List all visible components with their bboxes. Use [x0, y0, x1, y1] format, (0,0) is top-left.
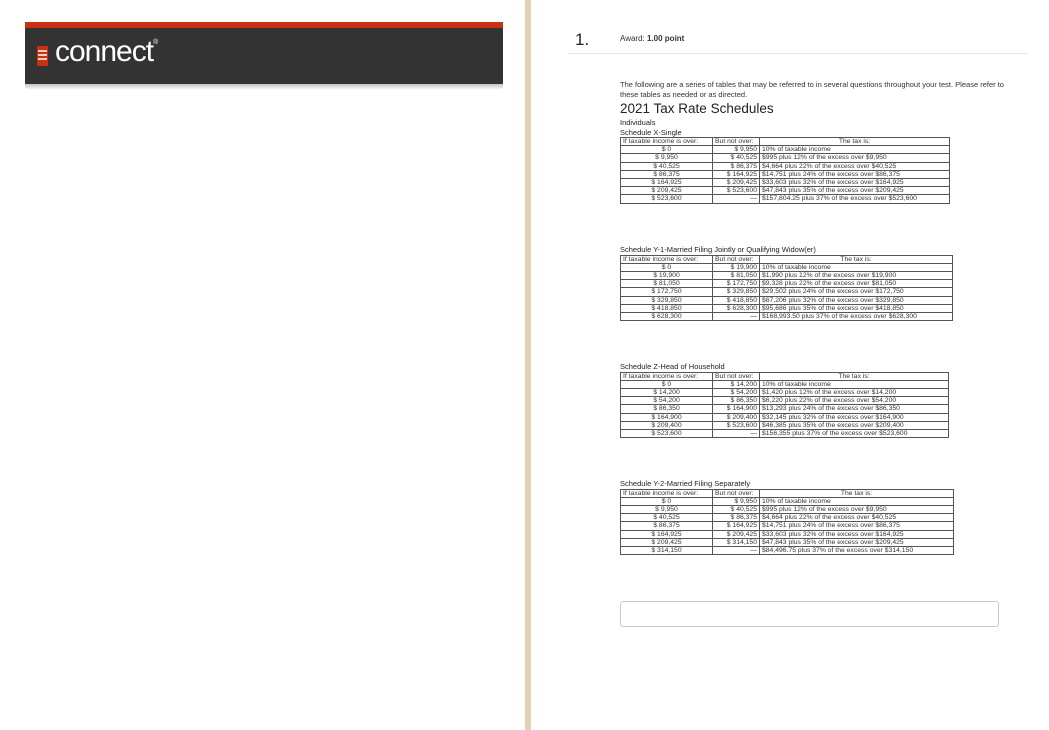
- cell-value: $ 418,850: [651, 304, 682, 312]
- table-cell: [621, 538, 713, 546]
- table-cell: $9,328 plus 22% of the excess over $81,050: [760, 280, 953, 288]
- table-cell: [621, 421, 713, 429]
- table-header-row: [621, 372, 949, 380]
- schedule-title: Schedule Z-Head of Household: [620, 362, 725, 371]
- brand-accent-line: [25, 22, 503, 28]
- table-cell: $4,664 plus 22% of the excess over $40,525: [760, 514, 954, 522]
- table-cell: $14,751 plus 24% of the excess over $86,375: [760, 170, 950, 178]
- pane-divider[interactable]: [525, 0, 531, 730]
- tax-table: [620, 489, 954, 556]
- table-cell: $ 19,900: [713, 263, 760, 271]
- table-cell: 10% of taxable income: [760, 380, 949, 388]
- tax-table: [620, 255, 953, 322]
- table-cell: [621, 413, 713, 421]
- table-cell: $ 523,600: [713, 421, 760, 429]
- table-cell: $995 plus 12% of the excess over $9,950: [760, 154, 950, 162]
- table-cell: —: [713, 195, 760, 203]
- table-row: [621, 146, 950, 154]
- question-intro: The following are a series of tables that may be referred to in several questions throughout your test. Please refer to these tables as needed or as directed.: [620, 80, 1004, 99]
- tax-table: [620, 137, 950, 204]
- table-cell: $ 86,375: [713, 514, 760, 522]
- table-row: [621, 505, 954, 513]
- section-label: Individuals: [620, 118, 656, 127]
- cell-value: $ 209,400: [651, 421, 682, 429]
- table-cell: [621, 397, 713, 405]
- table-row: [621, 187, 950, 195]
- table-cell: $995 plus 12% of the excess over $9,950: [760, 505, 954, 513]
- table-row: [621, 530, 954, 538]
- cell-value: $ 14,200: [653, 388, 680, 396]
- table-cell: [621, 497, 713, 505]
- table-cell: [621, 388, 713, 396]
- question-number: 1.: [575, 30, 590, 49]
- schedule-y2-married-separately: [620, 479, 954, 555]
- table-cell: [621, 546, 713, 554]
- cell-value: $ 86,375: [653, 522, 680, 530]
- table-cell: 10% of taxable income: [760, 263, 953, 271]
- table-cell: $ 54,200: [713, 388, 760, 396]
- table-row: [621, 296, 953, 304]
- cell-value: $ 164,925: [651, 179, 682, 187]
- table-cell: $33,603 plus 32% of the excess over $164,925: [760, 179, 950, 187]
- cell-value: $ 0: [661, 497, 672, 505]
- table-cell: $ 209,425: [713, 179, 760, 187]
- table-cell: $ 40,525: [713, 154, 760, 162]
- schedule-z-head-of-household: [620, 362, 949, 438]
- table-cell: $ 329,850: [713, 288, 760, 296]
- table-cell: $ 209,400: [713, 413, 760, 421]
- cell-value: $ 54,200: [653, 397, 680, 405]
- table-row: [621, 497, 954, 505]
- table-cell: [621, 296, 713, 304]
- cell-value: $ 209,425: [651, 538, 682, 546]
- table-row: [621, 421, 949, 429]
- table-cell: $ 523,600: [713, 187, 760, 195]
- table-row: [621, 154, 950, 162]
- schedule-y1-married-jointly: [620, 245, 953, 321]
- table-row: [621, 195, 950, 203]
- table-row: [621, 288, 953, 296]
- table-cell: $ 164,900: [713, 405, 760, 413]
- table-cell: [621, 146, 713, 154]
- cell-value: $ 164,900: [651, 413, 682, 421]
- column-header: If taxable income is over:: [621, 138, 713, 146]
- table-row: [621, 514, 954, 522]
- table-cell: $ 164,925: [713, 522, 760, 530]
- table-cell: [621, 195, 713, 203]
- column-header: If taxable income is over:: [621, 372, 713, 380]
- connect-logo[interactable]: connect®: [55, 35, 159, 68]
- table-cell: $ 14,200: [713, 380, 760, 388]
- column-header: The tax is:: [760, 138, 950, 146]
- table-cell: [621, 288, 713, 296]
- table-row: [621, 271, 953, 279]
- table-cell: $33,603 plus 32% of the excess over $164,925: [760, 530, 954, 538]
- cell-value: $ 314,150: [651, 546, 682, 554]
- table-cell: $95,686 plus 35% of the excess over $418,850: [760, 304, 953, 312]
- cell-value: $ 172,750: [651, 288, 682, 296]
- table-cell: $4,664 plus 22% of the excess over $40,525: [760, 162, 950, 170]
- column-header: The tax is:: [760, 372, 949, 380]
- table-cell: $32,145 plus 32% of the excess over $164,900: [760, 413, 949, 421]
- table-cell: $13,293 plus 24% of the excess over $86,350: [760, 405, 949, 413]
- table-header-row: [621, 138, 950, 146]
- table-cell: 10% of taxable income: [760, 146, 950, 154]
- table-cell: $ 172,750: [713, 280, 760, 288]
- table-cell: —: [713, 546, 760, 554]
- table-row: [621, 522, 954, 530]
- table-row: [621, 304, 953, 312]
- table-cell: $156,355 plus 37% of the excess over $523,600: [760, 429, 949, 437]
- table-row: [621, 263, 953, 271]
- table-cell: $ 628,300: [713, 304, 760, 312]
- cell-value: $ 19,900: [653, 271, 680, 279]
- table-cell: [621, 312, 713, 320]
- table-cell: —: [713, 312, 760, 320]
- table-cell: $1,420 plus 12% of the excess over $14,200: [760, 388, 949, 396]
- table-row: [621, 312, 953, 320]
- table-cell: [621, 405, 713, 413]
- table-cell: $29,502 plus 24% of the excess over $172,750: [760, 288, 953, 296]
- table-cell: [621, 429, 713, 437]
- table-cell: [621, 530, 713, 538]
- cell-value: $ 40,525: [653, 162, 680, 170]
- table-cell: $84,496.75 plus 37% of the excess over $314,150: [760, 546, 954, 554]
- column-header: But not over:: [713, 138, 760, 146]
- table-row: [621, 546, 954, 554]
- table-cell: $ 40,525: [713, 505, 760, 513]
- table-cell: $ 86,375: [713, 162, 760, 170]
- table-header-row: [621, 489, 954, 497]
- cell-value: $ 40,525: [653, 514, 680, 522]
- table-row: [621, 405, 949, 413]
- table-cell: [621, 304, 713, 312]
- column-header: But not over:: [713, 255, 760, 263]
- table-cell: $6,220 plus 22% of the excess over $54,200: [760, 397, 949, 405]
- table-row: [621, 280, 953, 288]
- table-cell: $ 9,950: [713, 497, 760, 505]
- page-title: 2021 Tax Rate Schedules: [620, 101, 774, 116]
- cell-value: $ 523,600: [651, 195, 682, 203]
- cell-value: $ 86,350: [653, 405, 680, 413]
- table-cell: —: [713, 429, 760, 437]
- table-cell: $ 209,425: [713, 530, 760, 538]
- table-cell: [621, 271, 713, 279]
- cell-value: $ 9,950: [655, 154, 678, 162]
- table-row: [621, 380, 949, 388]
- column-header: If taxable income is over:: [621, 489, 713, 497]
- table-row: [621, 170, 950, 178]
- table-header-row: [621, 255, 953, 263]
- table-cell: [621, 263, 713, 271]
- table-cell: $ 9,950: [713, 146, 760, 154]
- table-cell: $67,206 plus 32% of the excess over $329,850: [760, 296, 953, 304]
- table-cell: $1,990 plus 12% of the excess over $19,900: [760, 271, 953, 279]
- table-cell: [621, 280, 713, 288]
- header-shadow: [25, 84, 503, 90]
- table-cell: [621, 522, 713, 530]
- table-cell: $14,751 plus 24% of the excess over $86,375: [760, 522, 954, 530]
- table-cell: $46,385 plus 35% of the excess over $209,400: [760, 421, 949, 429]
- column-header: But not over:: [713, 372, 760, 380]
- column-header: If taxable income is over:: [621, 255, 713, 263]
- table-cell: $157,804.25 plus 37% of the excess over $523,600: [760, 195, 950, 203]
- mcgraw-hill-logo-icon: [37, 46, 48, 66]
- table-cell: $ 418,850: [713, 296, 760, 304]
- cell-value: $ 86,375: [653, 170, 680, 178]
- table-row: [621, 162, 950, 170]
- table-cell: [621, 380, 713, 388]
- table-cell: 10% of taxable income: [760, 497, 954, 505]
- question-divider: [568, 53, 1028, 54]
- schedule-x-single: [620, 118, 950, 204]
- cell-value: $ 523,600: [651, 429, 682, 437]
- table-row: [621, 413, 949, 421]
- table-cell: $168,993.50 plus 37% of the excess over $628,300: [760, 312, 953, 320]
- table-cell: $ 164,925: [713, 170, 760, 178]
- table-cell: $ 81,050: [713, 271, 760, 279]
- cell-value: $ 329,850: [651, 296, 682, 304]
- table-cell: $47,843 plus 35% of the excess over $209,425: [760, 538, 954, 546]
- table-row: [621, 429, 949, 437]
- table-row: [621, 388, 949, 396]
- table-cell: [621, 187, 713, 195]
- table-cell: $47,843 plus 35% of the excess over $209,425: [760, 187, 950, 195]
- table-cell: [621, 514, 713, 522]
- cell-value: $ 209,425: [651, 187, 682, 195]
- answer-input-box[interactable]: [620, 601, 999, 627]
- column-header: The tax is:: [760, 489, 954, 497]
- cell-value: $ 9,950: [655, 505, 678, 513]
- table-cell: $ 86,350: [713, 397, 760, 405]
- table-cell: [621, 162, 713, 170]
- column-header: The tax is:: [760, 255, 953, 263]
- award-value: 1.00 point: [647, 34, 685, 43]
- connect-header: [25, 22, 503, 84]
- cell-value: $ 628,300: [651, 312, 682, 320]
- cell-value: $ 0: [661, 263, 672, 271]
- table-cell: $ 314,150: [713, 538, 760, 546]
- schedule-title: Schedule Y-2-Married Filing Separately: [620, 479, 751, 488]
- table-row: [621, 538, 954, 546]
- schedule-title: Schedule Y-1-Married Filing Jointly or Qualifying Widow(er): [620, 245, 816, 254]
- table-cell: [621, 154, 713, 162]
- tax-table: [620, 372, 949, 439]
- column-header: But not over:: [713, 489, 760, 497]
- table-row: [621, 397, 949, 405]
- award-label: Award: 1.00 point: [620, 34, 685, 43]
- table-row: [621, 179, 950, 187]
- table-cell: [621, 179, 713, 187]
- table-cell: [621, 505, 713, 513]
- cell-value: $ 0: [661, 146, 672, 154]
- table-cell: [621, 170, 713, 178]
- cell-value: $ 0: [661, 380, 672, 388]
- cell-value: $ 164,925: [651, 530, 682, 538]
- schedule-title: Schedule X-Single: [620, 127, 682, 137]
- cell-value: $ 81,050: [653, 280, 680, 288]
